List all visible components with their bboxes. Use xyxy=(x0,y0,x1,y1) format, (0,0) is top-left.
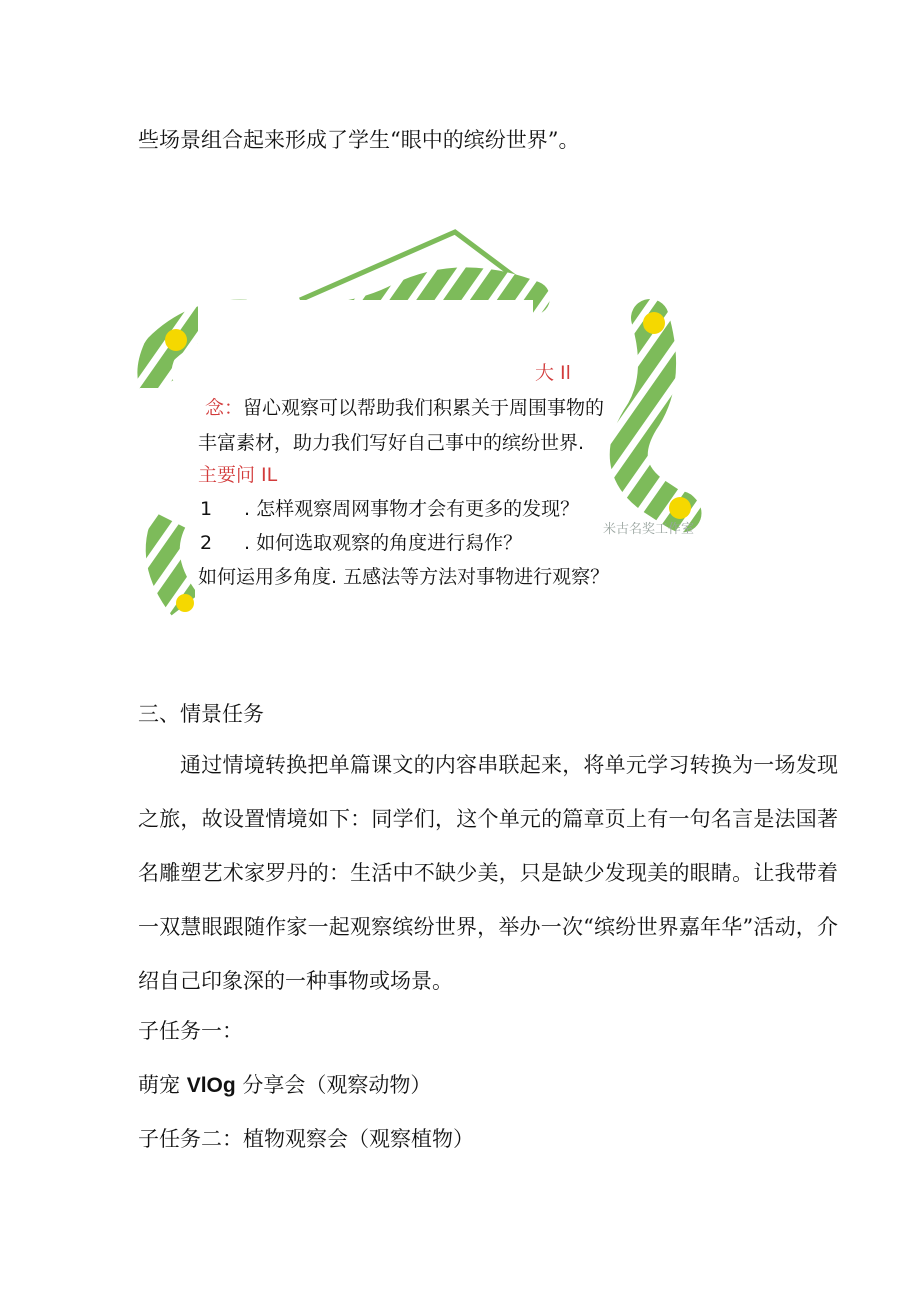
board-concept-line2: 丰富素材，助力我们写好自己事中的缤纷世界. xyxy=(198,432,585,454)
board-q1-text: . 怎样观察周网事物才会有更多的发现？ xyxy=(244,498,580,520)
board-q3-text: 如何运用多角度. 五感法等方法对事物进行观察？ xyxy=(198,566,610,588)
board-q1-number: 1 xyxy=(200,498,213,520)
scenario-paragraph: 通过情境转换把单篇课文的内容串联起来，将单元学习转换为一场发现之旅，故设置情境如下：同学们，这个单元的篇章页上有一句名言是法国著名雕塑艺术家罗丹的：生活中不缺少美，只是缺少发现美的眼睛。让我带着一双慧眼跟随作家一起观察缤纷世界，举办一次“缤纷世界嘉年华”活动，介绍自己印象深的一种事物或场景。 xyxy=(138,753,838,993)
subtask1-title-part-a: 萌宠 xyxy=(138,1073,187,1097)
subtask1-title xyxy=(138,1071,431,1100)
board-watermark: 米古名奖工作室 xyxy=(603,522,695,537)
yellow-dot-right-bottom xyxy=(669,497,691,519)
subtask1-title-vlog: VlOg xyxy=(186,1074,236,1097)
intro-line: 些场景组合起来形成了学生“眼中的缤纷世界”。 xyxy=(138,128,580,152)
board-q2-text: . 如何选取观察的角度进行舄作？ xyxy=(244,532,523,554)
board-title-fragment: 大 Il xyxy=(535,362,571,384)
left-bottom-rope xyxy=(163,520,185,605)
yellow-dot-right-top xyxy=(643,312,665,334)
concept-prefix: 念： xyxy=(205,397,244,419)
board-q2-number: 2 xyxy=(200,532,213,554)
subtask2-line: 子任务二：植物观察会（观察植物） xyxy=(138,1127,474,1151)
subtask1-title-part-c: 分享会（观察动物） xyxy=(235,1073,432,1097)
yellow-dot-left-top xyxy=(165,329,187,351)
section-heading: 三、情景任务 xyxy=(138,702,264,726)
concept-text: 留心观察可以帮助我们积累关于周围事物的 xyxy=(243,397,605,419)
board-questions-heading: 主要问 IL xyxy=(198,464,278,486)
board-concept-line1 xyxy=(205,396,604,420)
left-corner-rope xyxy=(154,350,160,388)
yellow-dot-left-bottom xyxy=(176,594,194,612)
subtask1-label: 子任务一： xyxy=(138,1019,243,1043)
